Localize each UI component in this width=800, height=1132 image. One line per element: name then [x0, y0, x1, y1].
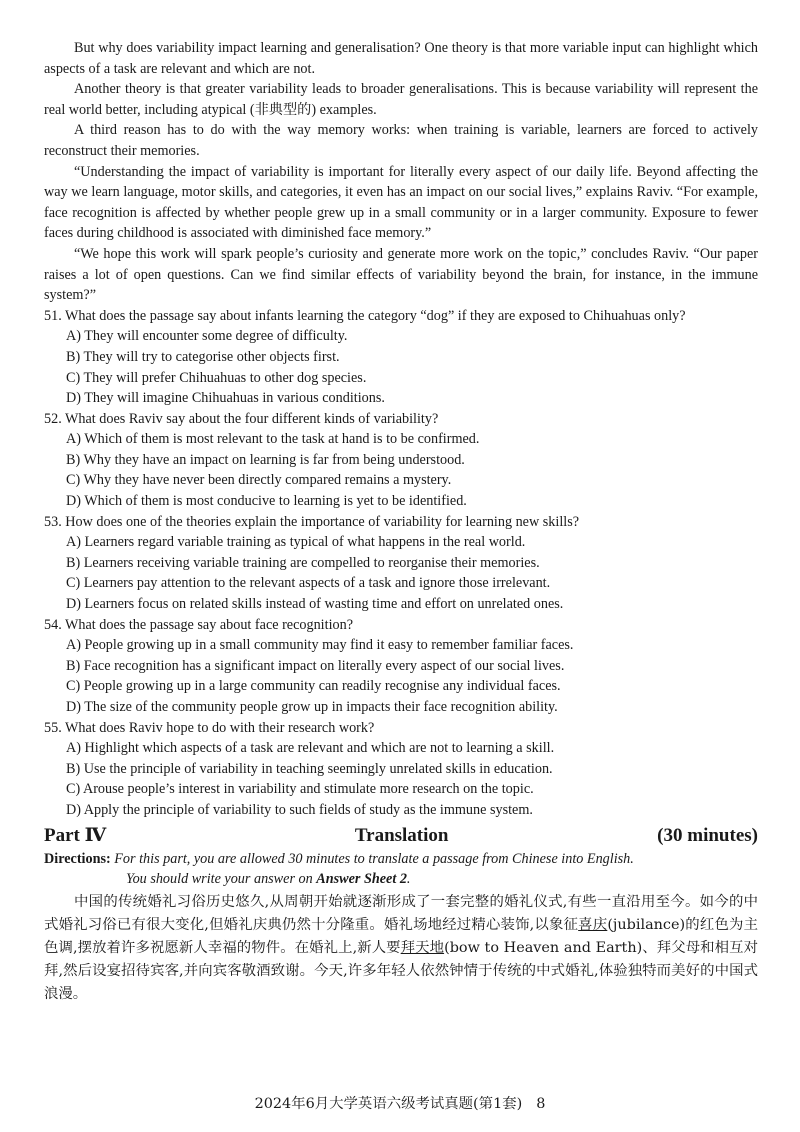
chinese-text: (jubilance)的红色为主色调,摆放着许多祝愿新人幸福的物件。在婚礼上,新人要	[44, 916, 758, 956]
question-stem: 52. What does Raviv say about the four different kinds of variability?	[44, 410, 439, 427]
answer-option: A) Which of them is most relevant to the task at hand is to be confirmed.	[66, 431, 480, 448]
question-53	[44, 512, 758, 615]
question-54	[44, 615, 758, 718]
footer-title: 2024年6月大学英语六级考试真题(第1套)	[254, 1096, 523, 1112]
question-stem: 53. How does one of the theories explain the importance of variability for learning new skills?	[44, 513, 580, 530]
directions-label: Directions:	[44, 850, 111, 867]
answer-option: C) People growing up in a large community can readily recognise any individual faces.	[66, 678, 561, 695]
passage-paragraph: “We hope this work will spark people’s curiosity and generate more work on the topic,” concludes Raviv. “Our paper raises a lot of open questions. Can we find similar effects of variability beyond the brain, for instance, in the immune system?”	[44, 245, 758, 304]
question-55	[44, 718, 758, 821]
page-content	[44, 38, 758, 1006]
answer-option: C) Learners pay attention to the relevant aspects of a task and ignore those irrelevant.	[66, 575, 551, 592]
passage-paragraph: “Understanding the impact of variability is important for literally every aspect of our daily life. Beyond affecting the way we learn language, motor skills, and categories, it even has an impact on our social lives,” explains Raviv. “For example, face recognition is affected by whether people grew up in a small community or in a larger community. Exposure to fewer faces during childhood is associated with diminished face memory.”	[44, 163, 758, 242]
chinese-text: 中国的传统婚礼习俗历史悠久,从周朝开始就逐渐形成了一套完整的婚礼仪式,有些一直沿用至今。如今的中式婚礼习俗已有很大变化,但婚礼庆典仍然十分隆重。婚礼场地经过精心装饰,以象征	[44, 893, 758, 933]
question-52	[44, 409, 758, 512]
page-footer	[0, 1094, 800, 1115]
passage-paragraph: Another theory is that greater variability leads to broader generalisations. This is because variability will represent the real world better, including atypical (非典型的) examples.	[44, 81, 758, 118]
part-heading	[44, 824, 758, 848]
question-51	[44, 306, 758, 409]
directions-line2-end: .	[406, 870, 411, 887]
answer-option: A) They will encounter some degree of difficulty.	[66, 328, 348, 345]
part-title: Translation	[354, 824, 449, 846]
question-stem: 55. What does Raviv hope to do with their research work?	[44, 719, 375, 736]
reading-passage	[44, 38, 758, 306]
answer-sheet-name: Answer Sheet 2	[316, 870, 407, 887]
answer-option: B) They will try to categorise other objects first.	[66, 348, 340, 365]
passage-paragraph: But why does variability impact learning and generalisation? One theory is that more variable input can highlight which aspects of a task are relevant and which are not.	[44, 40, 758, 77]
answer-option: D) Apply the principle of variability to such fields of study as the immune system.	[66, 801, 533, 818]
underlined-term: 喜庆	[578, 916, 608, 933]
chinese-text: (bow to Heaven and Earth)、拜父母和相互对拜,然后设宴招待宾客,并向宾客敬酒致谢。今天,许多年轻人依然钟情于传统的中式婚礼,体验独特而美好的中国式浪漫。	[44, 939, 758, 1002]
directions-line2: You should write your answer on	[126, 870, 313, 887]
answer-option: A) Highlight which aspects of a task are relevant and which are not to learning a skill.	[66, 740, 555, 757]
answer-option: A) People growing up in a small community may find it easy to remember familiar faces.	[66, 637, 574, 654]
passage-paragraph: A third reason has to do with the way memory works: when training is variable, learners are forced to actively reconstruct their memories.	[44, 122, 758, 159]
answer-option: D) Which of them is most conducive to learning is yet to be identified.	[66, 493, 467, 510]
answer-option: D) The size of the community people grow up in impacts their face recognition ability.	[66, 699, 558, 715]
answer-option: B) Why they have an impact on learning is far from being understood.	[66, 451, 465, 468]
directions	[44, 849, 758, 889]
underlined-term: 拜天地	[400, 939, 445, 956]
answer-option: B) Use the principle of variability in teaching seemingly unrelated skills in education.	[66, 760, 553, 777]
part-number: Part Ⅳ	[44, 824, 107, 846]
answer-option: B) Face recognition has a significant impact on literally every aspect of our social lives.	[66, 657, 565, 674]
answer-option: D) Learners focus on related skills instead of wasting time and effort on unrelated ones.	[66, 596, 564, 613]
answer-option: C) They will prefer Chihuahuas to other dog species.	[66, 369, 367, 386]
answer-option: D) They will imagine Chihuahuas in various conditions.	[66, 390, 385, 407]
answer-option: C) Arouse people’s interest in variability and stimulate more research on the topic.	[66, 781, 534, 798]
chinese-translation-passage	[44, 891, 758, 1006]
question-list	[44, 306, 758, 821]
question-stem: 51. What does the passage say about infants learning the category “dog” if they are exposed to Chihuahuas only?	[44, 307, 686, 324]
directions-text: For this part, you are allowed 30 minutes to translate a passage from Chinese into English.	[114, 850, 634, 867]
page-number: 8	[536, 1096, 546, 1112]
answer-option: B) Learners receiving variable training are compelled to reorganise their memories.	[66, 554, 540, 571]
answer-option: C) Why they have never been directly compared remains a mystery.	[66, 472, 452, 489]
part-time: (30 minutes)	[657, 824, 758, 846]
answer-option: A) Learners regard variable training as typical of what happens in the real world.	[66, 534, 526, 551]
question-stem: 54. What does the passage say about face recognition?	[44, 616, 353, 633]
